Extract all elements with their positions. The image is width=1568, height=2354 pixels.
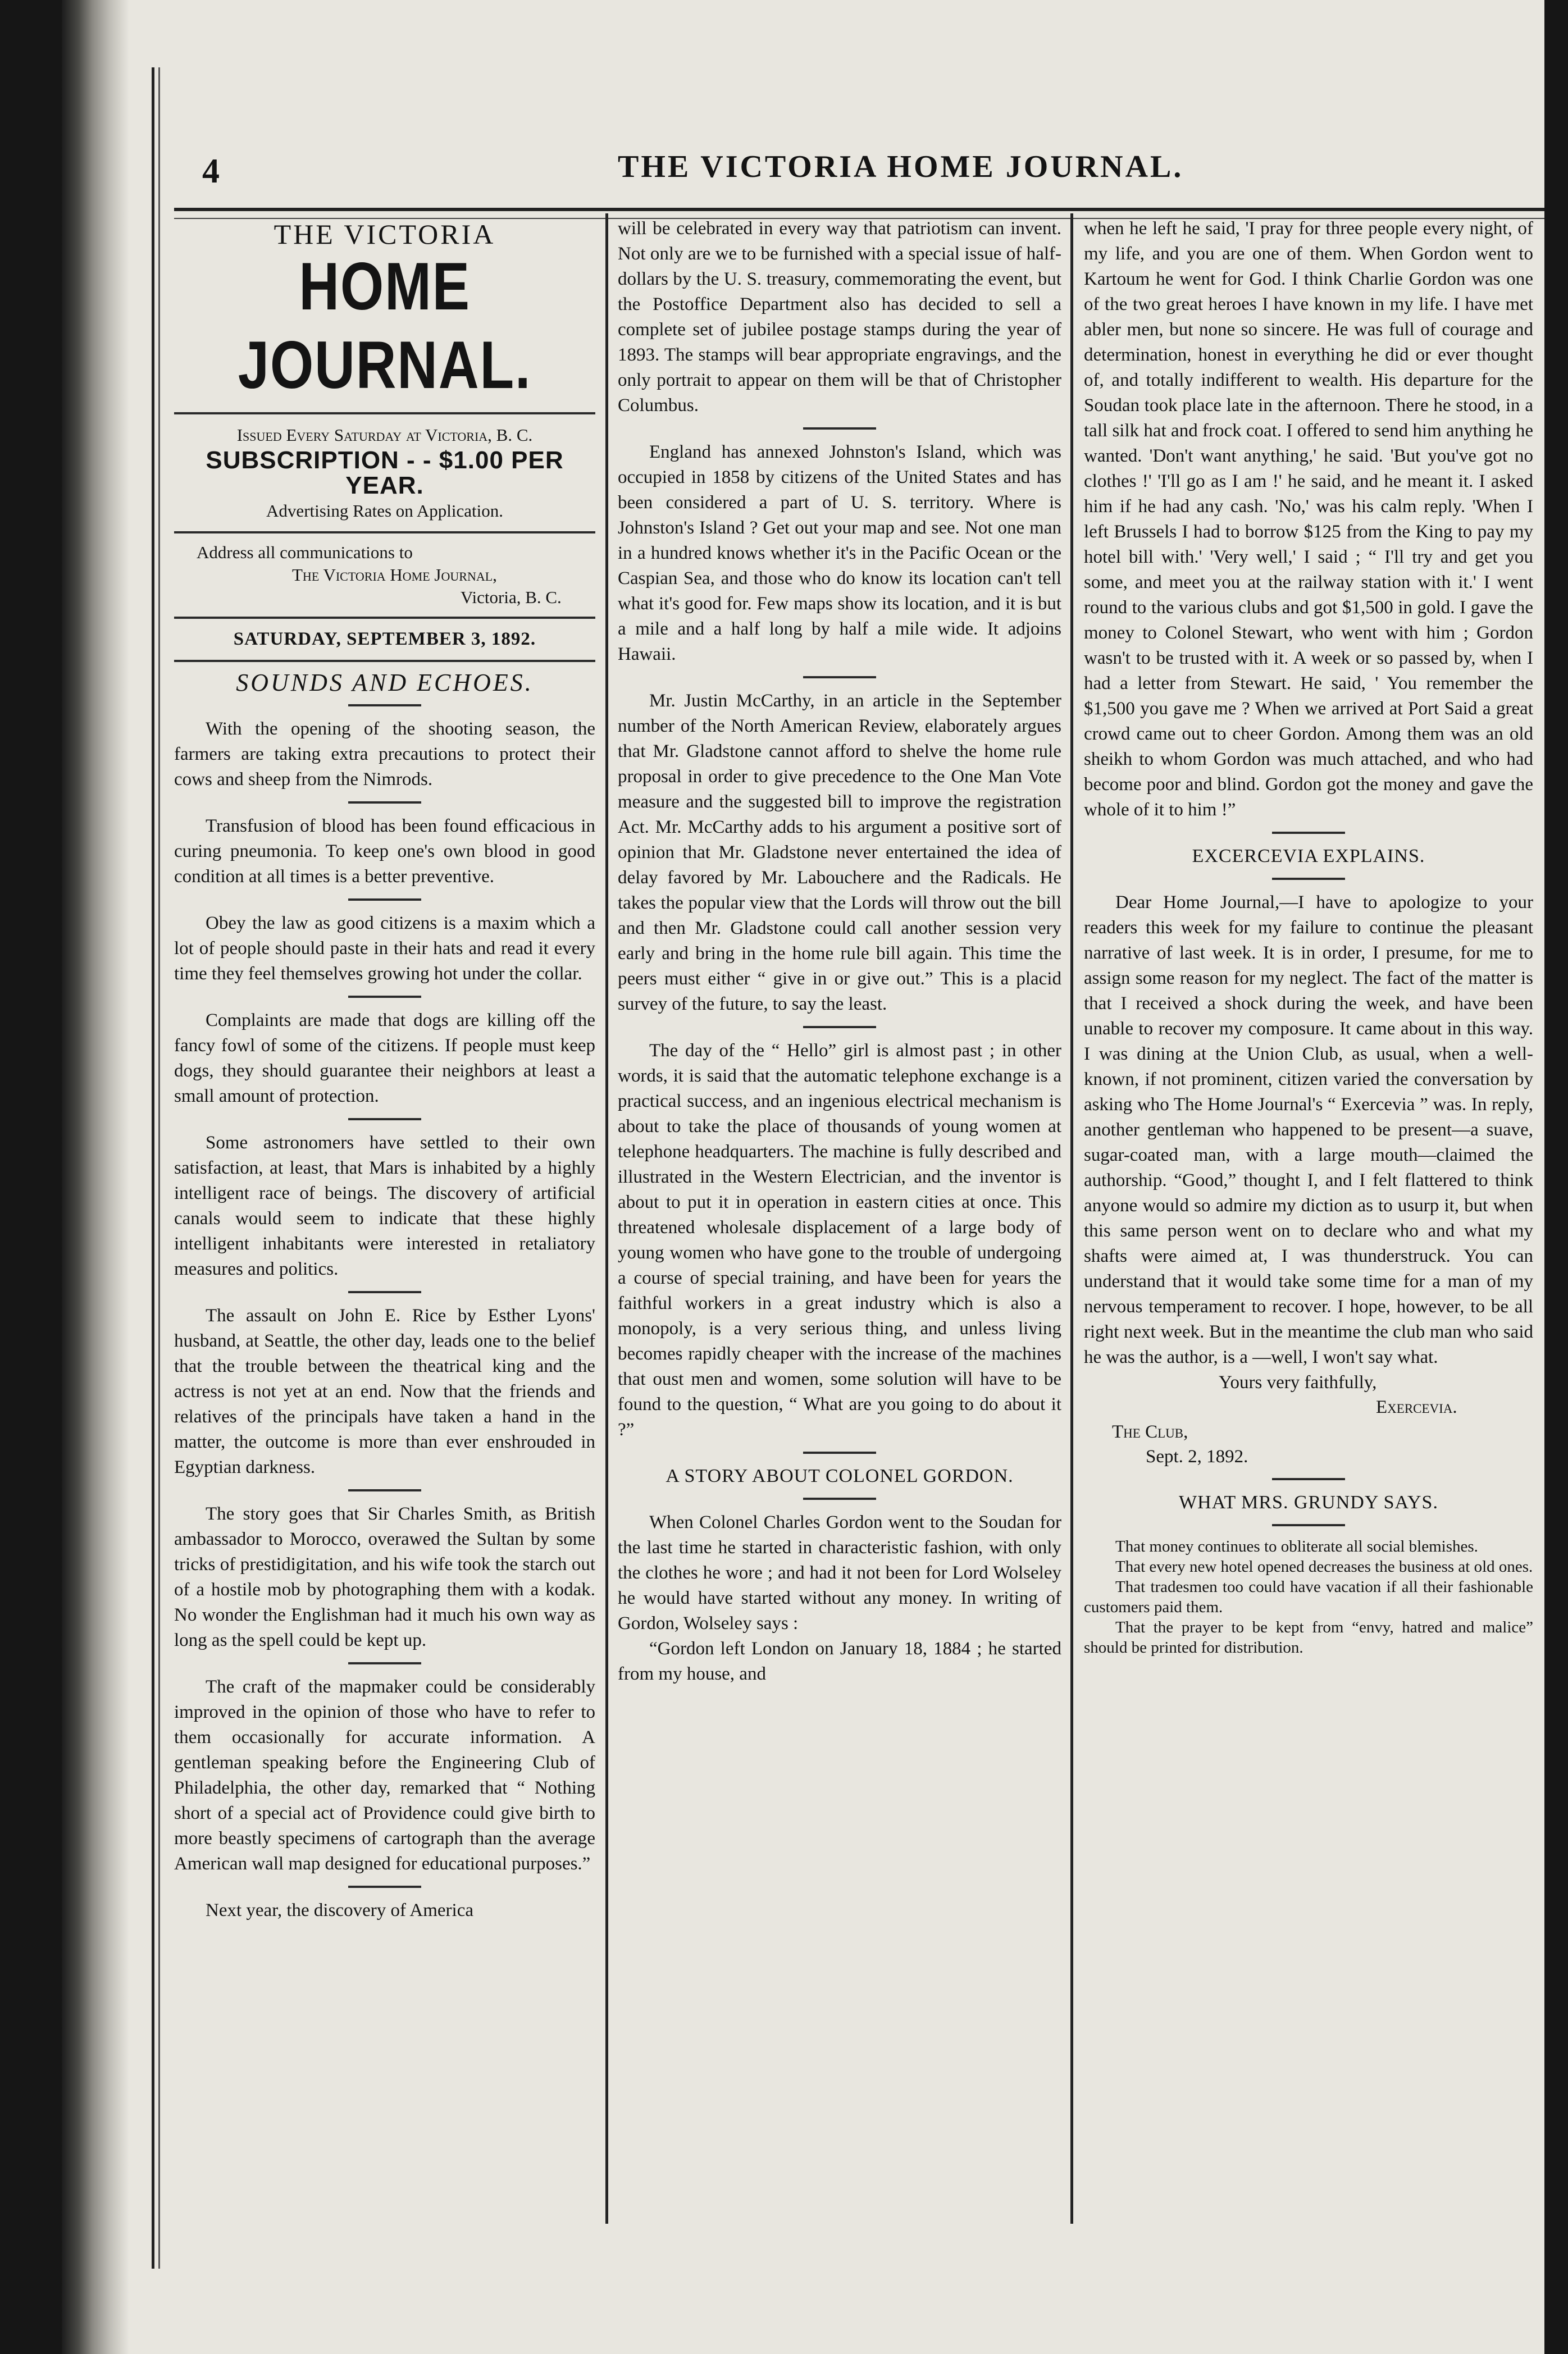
separator [348,801,421,804]
separator [348,1118,421,1120]
paragraph: Next year, the discovery of America [206,1900,473,1920]
separator [803,1498,876,1500]
list-item: That tradesmen too could have vacation if all their fashionable customers paid them. [1084,1578,1533,1616]
separator [348,1886,421,1888]
separator [803,1026,876,1028]
separator [348,704,421,706]
separator [1272,1524,1345,1526]
address-line: Victoria, B. C. [461,587,562,607]
paragraph: The day of the “ Hello” girl is almost past ; in other words, it is said that the automatic telephone exchange is a practical success, and an ingenious electrical mechanism is about to take the place of thousands of young women at telephone headquarters. The machine is fully described and illustrated in the Western Electrician, and the inventor is about to put it in operation in eastern cities at once. This threatened wholesale displacement of a large body of young women who have gone to the trouble of undergoing a course of special training, and have been for years the faithful workers in a great industry which is also a monopoly, is a very serious thing, and unless living becomes rapidly cheaper with the increase of the machines that oust men and women, some solution will have to be found to the question, “ What are you going to do about it ?” [618,1041,1061,1440]
binding-rule [152,67,154,2269]
list-item: That every new hotel opened decreases the business at old ones. [1115,1558,1533,1576]
signoff-place: The Club, [1112,1422,1188,1442]
paragraph: The story goes that Sir Charles Smith, as British ambassador to Morocco, overawed the Sultan by some tricks of prestidigitation, and his wife took the starch out of a hostile mob by photographing them with a kodak. No wonder the Englishman had it much his own way as long as the spell could be kept up. [174,1504,595,1650]
column-rule [605,213,608,2224]
page-number: 4 [202,152,220,190]
issue-date: SATURDAY, SEPTEMBER 3, 1892. [233,629,536,649]
paragraph: will be celebrated in every way that patriotism can invent. Not only are we to be furnished with a special issue of half-dollars by the U. S. treasury, commemorating the event, but the Postoffice Department also has decided to sell a complete set of jubilee postage stamps during the year of 1893. The stamps will bear appropriate engravings, and the only portrait to appear on them will be that of Christopher Columbus. [618,218,1061,416]
column-rule [1070,213,1073,2224]
address-line: The Victoria Home Journal, [292,565,497,585]
signoff-name: Exercevia. [1376,1397,1457,1417]
paragraph: The craft of the mapmaker could be considerably improved in the opinion of those who have to refer to them occasionally for accurate information. A gentleman speaking before the Engineering Club of Philadelphia, the other day, remarked that “ Nothing short of a special act of Providence could give birth to more beastly specimens of cartograph than the average American wall map designed for educational purposes.” [174,1677,595,1874]
separator [348,1489,421,1491]
masthead-rule [174,660,595,662]
story-title-explains: EXCERCEVIA EXPLAINS. [1192,846,1425,866]
list-item: That the prayer to be kept from “envy, hatred and malice” should be printed for distribution. [1084,1618,1533,1657]
paragraph: Dear Home Journal,—I have to apologize to your readers this week for my failure to continue the pleasant narrative of last week. It is in order, I presume, for me to assign some reason for my neglect. The fact of the matter is that I received a shock during the week, and have been unable to recover my composure. It came about in this way. I was dining at the Union Club, as usual, when a well-known, if not prominent, citizen varied the conversation by asking who The Home Journal's “ Exercevia ” was. In reply, another gentleman who happened to be present—a suave, sugar-coated man, with a large mouth—claimed the authorship. “Good,” thought I, and I felt flattered to think anyone would so admire my diction as to usurp it, but when this same person went on to declare who and what my shafts were aimed at, I was thunderstruck. You can understand that it would take some time for a man of my nervous temperament to recover. I hope, however, to be all right next week. But in the meantime the club man who said he was the author, is a —well, I won't say what. [1084,892,1533,1367]
signoff-date: Sept. 2, 1892. [1146,1447,1248,1467]
binding-shadow [62,0,129,2354]
issued-line: Issued Every Saturday at Victoria, B. C. [236,425,533,445]
story-title-grundy: WHAT MRS. GRUNDY SAYS. [1179,1492,1438,1513]
paragraph: England has annexed Johnston's Island, which was occupied in 1858 by citizens of the United States and has been considered a part of U. S. territory. Where is Johnston's Island ? Get out your map and see. Not one man in a hundred knows whether it's in the Pacific Ocean or the Caspian Sea, and those who do know its location can't tell what it's good for. Few maps show its location, and it is but a mile and a half long by half a mile wide. It adjoins Hawaii. [618,442,1061,664]
address-block [174,541,595,609]
separator [803,1452,876,1454]
paragraph: With the opening of the shooting season, the farmers are taking extra precautions to protect their cows and sheep from the Nimrods. [174,719,595,790]
paragraph: Mr. Justin McCarthy, in an article in the September number of the North American Review, elaborately argues that Mr. Gladstone cannot afford to shelve the home rule proposal in order to give precedence to the One Man Vote measure and the suggested bill to improve the registration Act. Mr. McCarthy adds to his argument a positive sort of opinion that Mr. Gladstone never entertained the idea of delay favored by Mr. Labouchere and the Radicals. He takes the popular view that the Lords will throw out the bill and then Mr. Gladstone could call another session very early and bring in the home rule bill again. This time the peers must either “ give in or give out.” This is a placid survey of the future, to say the least. [618,691,1061,1014]
separator [803,427,876,430]
binding-rule-inner [158,67,160,2269]
masthead-title: HOME JOURNAL. [238,249,532,403]
subscription-line: SUBSCRIPTION - - $1.00 PER YEAR. [206,446,564,499]
column-3 [1084,216,1533,1658]
column-1 [174,216,595,1923]
paragraph: “Gordon left London on January 18, 1884 ; he started from my house, and [618,1639,1061,1684]
separator [1272,878,1345,880]
separator [348,996,421,998]
separator [1272,832,1345,834]
masthead-rule [174,617,595,619]
paragraph: When Colonel Charles Gordon went to the Soudan for the last time he started in characteristic fashion, with only the clothes he wore ; and had it not been for Lord Wolseley he would have started without any money. In writing of Gordon, Wolseley says : [618,1512,1061,1634]
paragraph: Some astronomers have settled to their own satisfaction, at least, that Mars is inhabited by a highly intelligent race of beings. The discovery of artificial canals would seem to indicate that these highly intelligent inhabitants were interested in retaliatory measures and politics. [174,1133,595,1279]
separator [348,1662,421,1664]
paragraph: Complaints are made that dogs are killing off the fancy fowl of some of the citizens. If people must keep dogs, they should guarantee their neighbors at least a small amount of protection. [174,1010,595,1106]
signoff-line: Yours very faithfully, [1219,1372,1377,1393]
address-line: Address all communications to [197,542,413,562]
running-head: THE VICTORIA HOME JOURNAL. [618,149,1184,184]
separator [803,676,876,678]
column-2 [618,216,1061,1687]
paragraph: The assault on John E. Rice by Esther Lyons' husband, at Seattle, the other day, leads one to the belief that the trouble between the theatrical king and the actress is not yet at an end. Now that the friends and relatives of the principals have taken a hand in the matter, the outcome is more than ever enshrouded in Egyptian darkness. [174,1306,595,1477]
advertising-line: Advertising Rates on Application. [266,501,503,521]
header-rule [174,208,1544,211]
paragraph: when he left he said, 'I pray for three people every night, of my life, and you are one of them. When Gordon went to Kartoum he went for God. I think Charlie Gordon was one of the two great heroes I have known in my life. I have met abler men, but none so sincere. He was full of courage and determination, honest in everything he did or ever thought of, and totally indifferent to wealth. His departure for the Soudan took place late in the afternoon. There he stood, in a tall silk hat and frock coat. I offered to send him anything he wanted. 'Don't want anything,' he said. 'But you've got no clothes !' 'I'll go as I am !' he said, and he meant it. I asked him if he had any cash. 'No,' was his calm reply. 'When I left Brussels I had to borrow $125 from the King to pay my hotel bill with.' 'Very well,' I said ; “ I'll try and get you some, and meet you at the railway station with it.' I went round to the various clubs and got $1,500 in gold. I gave the money to Colonel Stewart, who went with him ; Gordon wasn't to be trusted with it. A week or so passed by, when I had a letter from Stewart. He said, ' You remember the $1,500 you gave me ? When we arrived at Port Said a great crowd came out to cheer Gordon. Among them was an old sheikh to whom Gordon was much attached, and who had become poor and blind. Gordon got the money and gave the whole of it to him !” [1084,218,1533,820]
list-item: That money continues to obliterate all social blemishes. [1115,1538,1478,1555]
separator [348,1291,421,1293]
story-title-gordon: A STORY ABOUT COLONEL GORDON. [666,1466,1014,1486]
grundy-list [1084,1536,1533,1658]
newspaper-page [62,0,1544,2354]
separator [348,898,421,901]
separator [1272,1478,1345,1480]
masthead-rule [174,531,595,533]
masthead-line-1: THE VICTORIA [274,218,496,250]
masthead-rule [174,412,595,414]
paragraph: Transfusion of blood has been found efficacious in curing pneumonia. To keep one's own blood in good condition at all times is a better preventive. [174,816,595,887]
paragraph: Obey the law as good citizens is a maxim which a lot of people should paste in their hats and read it every time they feel themselves growing hot under the collar. [174,913,595,984]
section-title-sounds: SOUNDS AND ECHOES. [236,669,534,696]
